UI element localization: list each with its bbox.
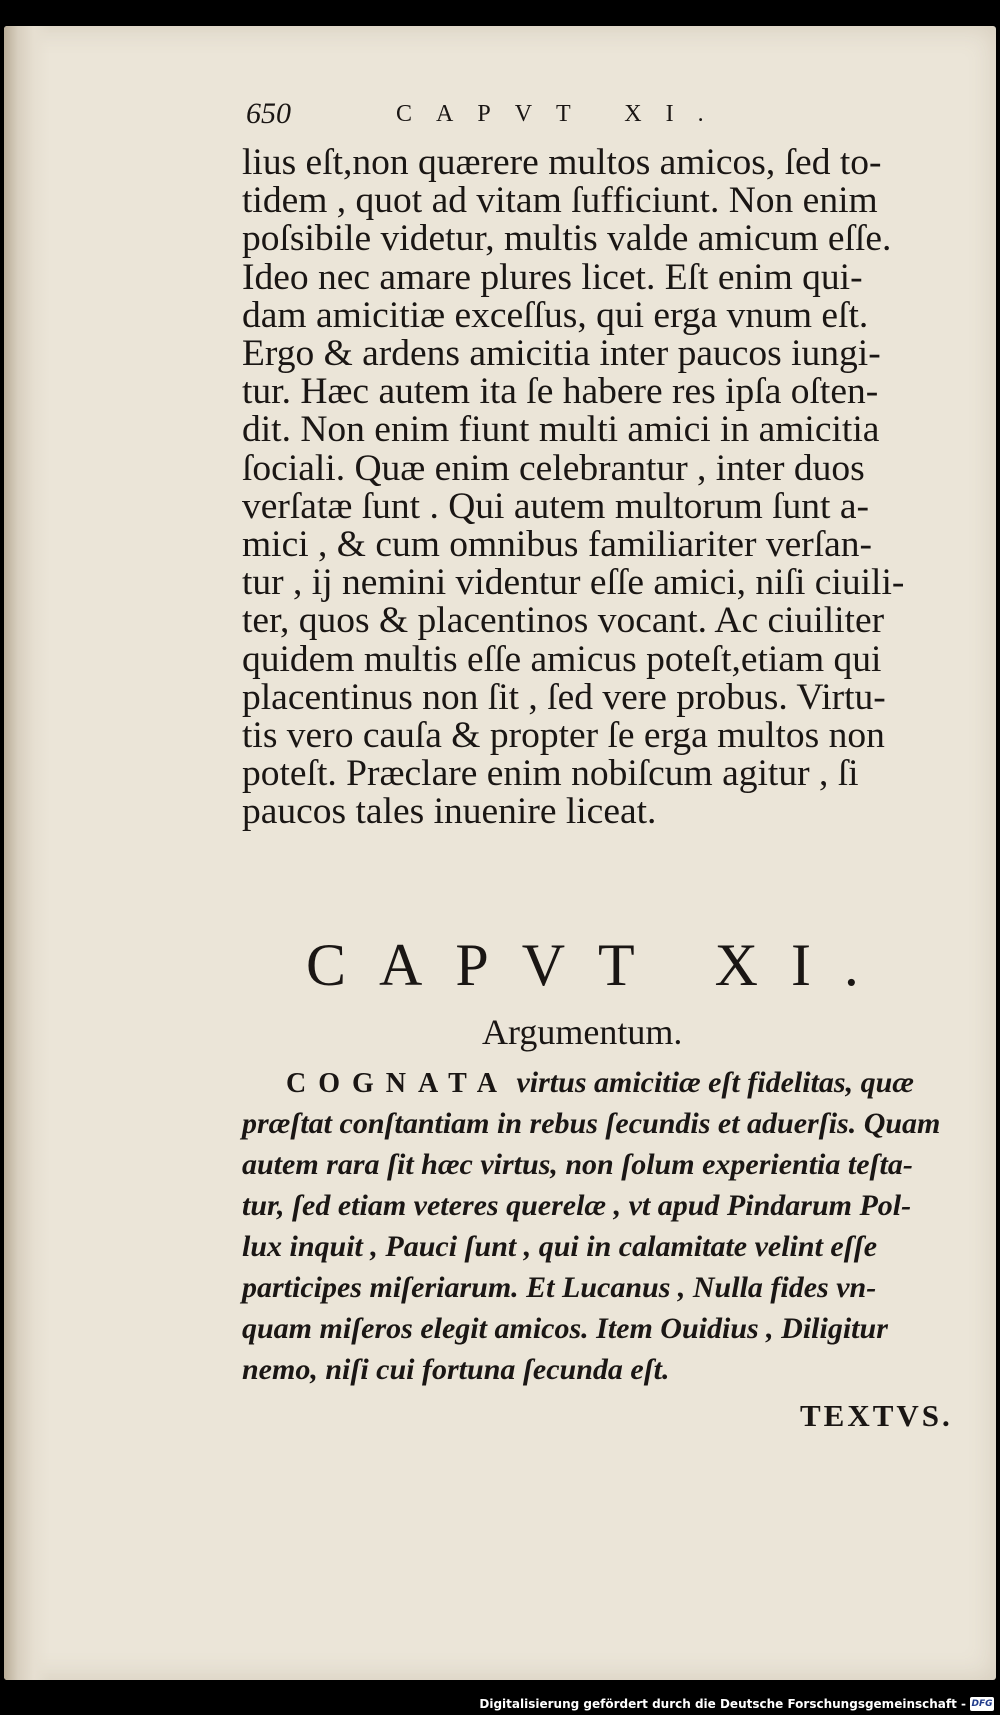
argument-line: quam miſeros elegit amicos. Item Ouidius , Diligitur xyxy=(242,1312,888,1345)
body-line: tidem , quot ad vitam ſufficiunt. Non enim xyxy=(242,180,878,222)
argument-lead-word: COGNATA xyxy=(286,1068,509,1099)
body-line: dit. Non enim fiunt multi amici in amicitia xyxy=(242,409,880,451)
body-line: ſociali. Quæ enim celebrantur , inter duos xyxy=(242,447,865,489)
argument-line: præſtat conſtantiam in rebus ſecundis et aduerſis. Quam xyxy=(242,1107,941,1140)
running-head xyxy=(246,96,786,132)
argument-line: nemo, niſi cui fortuna ſecunda eſt. xyxy=(242,1353,670,1386)
argument-line: lux inquit , Pauci ſunt , qui in calamitate velint eſſe xyxy=(242,1230,878,1263)
body-line: poſsibile videtur, multis valde amicum eſſe. xyxy=(242,218,892,260)
argument-line-first-rest: virtus amicitiæ eſt fidelitas, quæ xyxy=(516,1066,914,1099)
body-line: tis vero cauſa & propter ſe erga multos non xyxy=(242,715,885,756)
body-line: Ergo & ardens amicitia inter paucos iungi- xyxy=(242,333,881,374)
body-line: Ideo nec amare plures licet. Eſt enim qui- xyxy=(242,256,863,298)
body-line: mici , & cum omnibus familiariter verſan- xyxy=(242,524,873,565)
footer-credit: Digitalisierung gefördert durch die Deutsche Forschungsgemeinschaft - xyxy=(479,1697,966,1711)
page-number: 650 xyxy=(246,97,291,130)
body-line: ter, quos & placentinos vocant. Ac ciuiliter xyxy=(242,600,885,642)
argument-line-first xyxy=(286,1062,914,1103)
body-line: tur. Hæc autem ita ſe habere res ipſa oſten- xyxy=(242,371,879,413)
digitization-footer xyxy=(0,1694,1000,1715)
body-line: quidem multis eſſe amicus poteſt,etiam qui xyxy=(242,638,882,680)
argument-title: Argumentum. xyxy=(482,1012,683,1052)
body-line: tur , ij nemini videntur eſſe amici, niſi ciuili- xyxy=(242,562,905,604)
argument-line: tur, ſed etiam veteres querelæ , vt apud Pindarum Pol- xyxy=(242,1189,912,1222)
argument-line: participes miſeriarum. Et Lucanus , Nulla fides vn- xyxy=(242,1271,877,1304)
running-title: CAPVT XI. xyxy=(396,101,728,127)
catchword: TEXTVS. xyxy=(800,1398,953,1433)
body-line: lius eſt,non quærere multos amicos, ſed to- xyxy=(242,142,882,183)
argument-line: autem rara ſit hæc virtus, non ſolum experientia teſta- xyxy=(242,1148,913,1181)
body-line: verſatæ ſunt . Qui autem multorum ſunt a- xyxy=(242,485,869,527)
body-line: paucos tales inuenire liceat. xyxy=(242,791,657,833)
body-line: dam amicitiæ exceſſus, qui erga vnum eſt. xyxy=(242,294,869,336)
chapter-heading: CAPVT XI. xyxy=(306,932,892,998)
page-gutter-shadow xyxy=(4,26,50,1680)
body-line: poteſt. Præclare enim nobiſcum agitur , ſi xyxy=(242,753,859,795)
dfg-logo-icon: DFG xyxy=(971,1699,993,1709)
body-line: placentinus non ſit , ſed vere probus. Virtu- xyxy=(242,676,886,718)
